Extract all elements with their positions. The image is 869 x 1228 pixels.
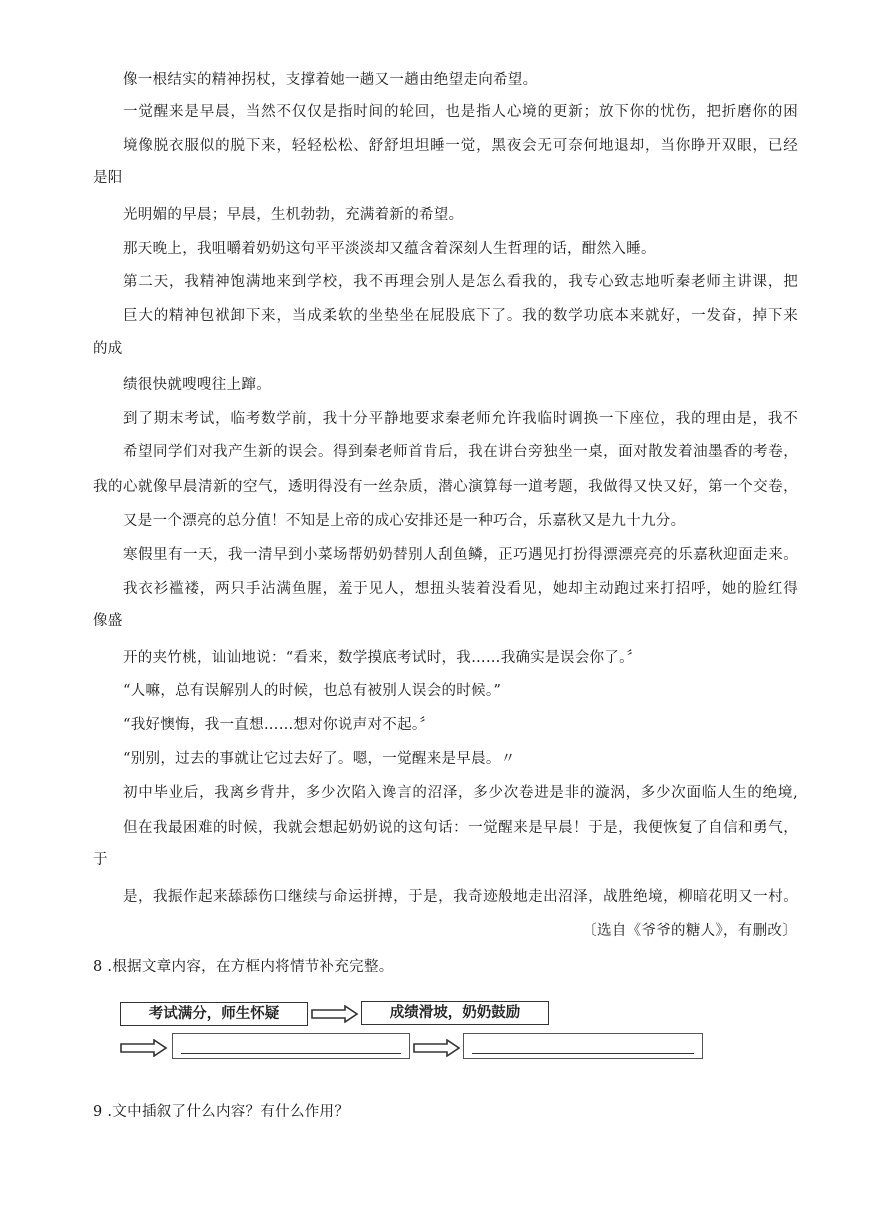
- passage-line: 又是一个漂亮的总分值！不知是上帝的成心安排还是一种巧合，乐嘉秋又是九十九分。: [123, 513, 686, 529]
- question-9: 9 .文中插叙了什么内容？有什么作用？: [93, 1104, 350, 1120]
- answer-line: [181, 1053, 401, 1054]
- passage-line: 绩很快就嗖嗖往上蹿。: [123, 377, 271, 393]
- passage-line: 但在我最困难的时候，我就会想起奶奶说的这句话：一觉醒来是早晨！于是，我便恢复了自信和勇气，: [123, 820, 798, 836]
- answer-box-2[interactable]: [463, 1033, 703, 1059]
- passage-line: 那天晚上，我咀嚼着奶奶这句平平淡淡却又蕴含着深刻人生哲理的话，酣然入睡。: [123, 241, 656, 257]
- right-arrow-icon: [120, 1039, 168, 1057]
- plot-box-grades: 成绩滑坡，奶奶鼓励: [361, 1001, 549, 1025]
- passage-line: “我好懊悔，我一直想……想对你说声对不起。〞: [123, 717, 435, 733]
- right-arrow-icon: [413, 1039, 461, 1057]
- passage-line: 是，我振作起来舔舔伤口继续与命运拼搏，于是，我奇迹般地走出沼泽，战胜绝境，柳暗花明又一村。: [123, 889, 798, 905]
- source-citation: 〔选自《爷爷的糖人》，有删改〕: [582, 923, 797, 939]
- plot-box-exam: 考试满分，师生怀疑: [120, 1002, 308, 1026]
- passage-line: 境像脱衣服似的脱下来，轻轻松松、舒舒坦坦睡一觉，黑夜会无可奈何地退却，当你睁开双眼，已经: [123, 138, 798, 154]
- answer-box-1[interactable]: [172, 1033, 410, 1059]
- answer-line: [472, 1053, 694, 1054]
- passage-line: 希望同学们对我产生新的误会。得到秦老师首肯后，我在讲台旁独坐一桌，面对散发着油墨香的考卷，: [123, 444, 798, 460]
- passage-line: “别别，过去的事就让它过去好了。嗯，一觉醒来是早晨。〃: [123, 751, 516, 767]
- question-8: 8 .根据文章内容，在方框内将情节补充完整。: [93, 959, 394, 975]
- passage-line: 是阳: [93, 170, 123, 186]
- passage-line: 到了期末考试，临考数学前，我十分平静地要求秦老师允许我临时调换一下座位，我的理由是，我不: [123, 411, 798, 427]
- passage-line: 像盛: [93, 613, 123, 629]
- passage-line: 像一根结实的精神拐杖，支撑着她一趟又一趟由绝望走向希望。: [123, 72, 538, 88]
- passage-line: 巨大的精神包袱卸下来，当成柔软的坐垫坐在屁股底下了。我的数学功底本来就好，一发奋，掉下来: [123, 308, 798, 324]
- passage-line: 光明媚的早晨；早晨，生机勃勃，充满着新的希望。: [123, 207, 464, 223]
- passage-line: 一觉醒来是早晨，当然不仅仅是指时间的轮回，也是指人心境的更新；放下你的忧伤，把折磨你的困: [123, 104, 798, 120]
- passage-line: 的成: [93, 341, 123, 357]
- passage-line: “人嘛，总有误解别人的时候，也总有被别人误会的时候。”: [123, 683, 502, 699]
- passage-line: 初中毕业后，我离乡背井，多少次陷入谗言的沼泽，多少次卷进是非的漩涡，多少次面临人生的绝境,: [123, 785, 798, 801]
- passage-line: 于: [93, 852, 108, 868]
- passage-line: 我衣衫褴褛，两只手沾满鱼腥，羞于见人，想扭头装着没看见，她却主动跑过来打招呼，她的脸红得: [123, 581, 798, 597]
- passage-line: 第二天，我精神饱满地来到学校，我不再理会别人是怎么看我的，我专心致志地听秦老师主讲课，把: [123, 274, 798, 290]
- passage-line: 开的夹竹桃，讪讪地说：“看来，数学摸底考试时，我……我确实是误会你了。〞: [123, 650, 642, 666]
- passage-line: 我的心就像早晨清新的空气，透明得没有一丝杂质，潜心演算每一道考题，我做得又快又好，第一个交卷，: [93, 479, 798, 495]
- right-arrow-icon: [311, 1005, 359, 1023]
- passage-line: 寒假里有一天，我一清早到小菜场帮奶奶替别人刮鱼鳞，正巧遇见打扮得漂漂亮亮的乐嘉秋迎面走来。: [123, 547, 798, 563]
